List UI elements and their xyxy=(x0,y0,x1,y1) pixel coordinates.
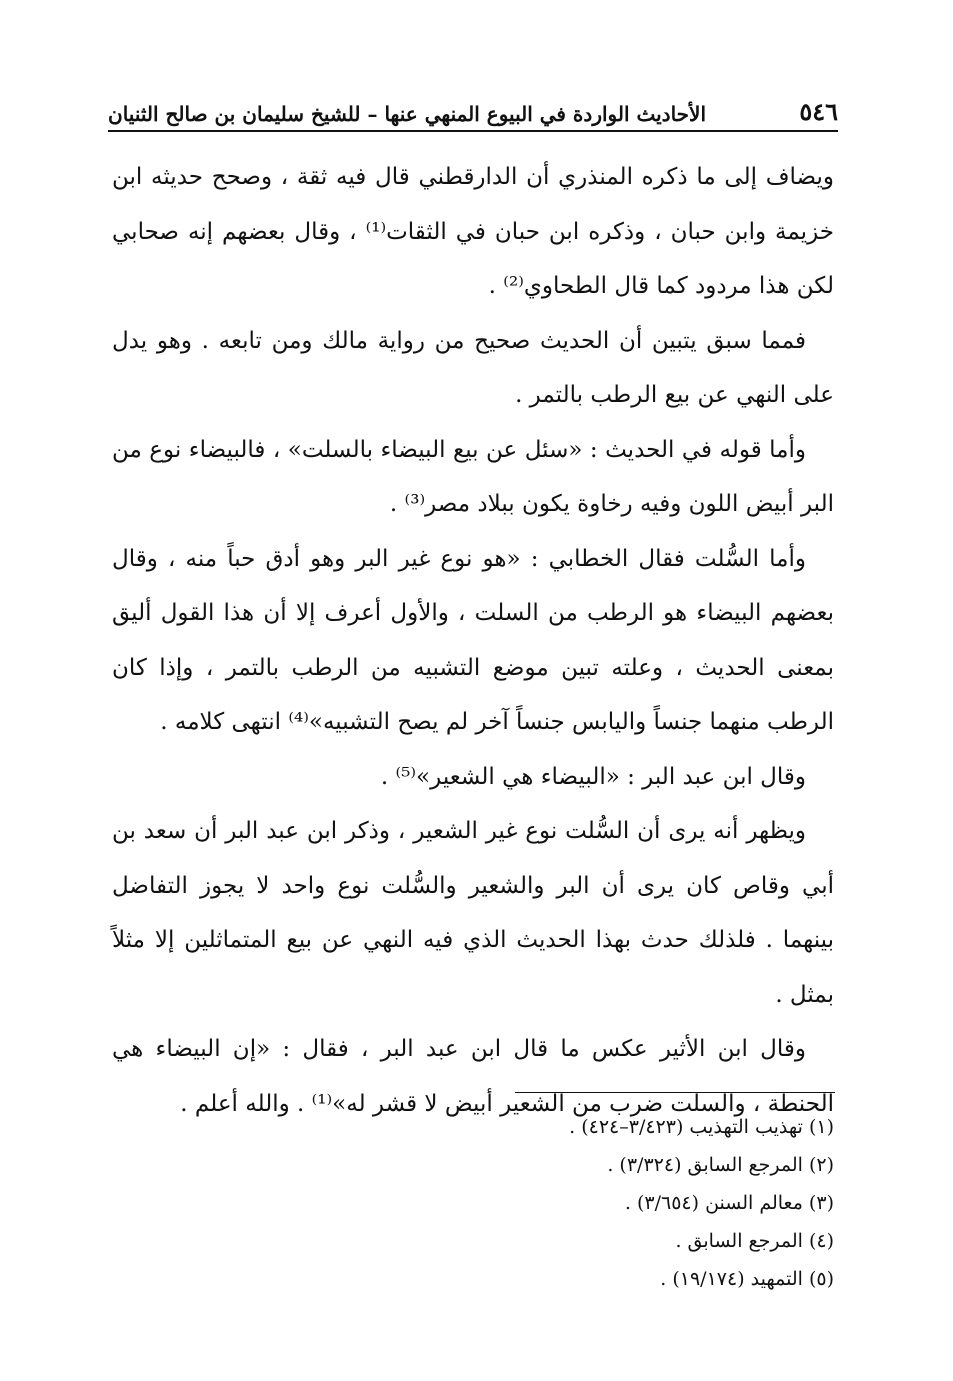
page-number: ٥٤٦ xyxy=(799,97,838,126)
paragraph-3: وأما قوله في الحديث : «سئل عن بيع البيضاء بالسلت» ، فالبيضاء نوع من البر أبيض اللون وفيه رخاوة يكون ببلاد مصر⁽³⁾ . xyxy=(112,436,834,517)
footnote-1: (١) تهذيب التهذيب (٣/٤٢٣–٤٢٤) . xyxy=(569,1116,834,1138)
running-header xyxy=(108,92,838,132)
paragraph-2: فمما سبق يتبين أن الحديث صحيح من رواية مالك ومن تابعه . وهو يدل على النهي عن بيع الرطب بالتمر . xyxy=(112,327,834,408)
paragraph-7: وقال ابن الأثير عكس ما قال ابن عبد البر ، فقال : «إن البيضاء هي الحنطة ، والسلت ضرب من الشعير أبيض لا قشر له»⁽¹⁾ . والله أعلم . xyxy=(112,1036,834,1117)
footnote-separator xyxy=(515,1092,835,1093)
main-text xyxy=(112,150,834,1131)
paragraph-1: ويضاف إلى ما ذكره المنذري أن الدارقطني قال فيه ثقة ، وصحح حديثه ابن خزيمة وابن حبان ، وذكره ابن حبان في الثقات⁽¹⁾ ، وقال بعضهم إنه صحابي لكن هذا مردود كما قال الطحاوي⁽²⁾ . xyxy=(112,164,834,299)
footnotes xyxy=(300,1108,834,1298)
paragraph-6: ويظهر أنه يرى أن السُّلت نوع غير الشعير ، وذكر ابن عبد البر أن سعد بن أبي وقاص كان يرى أن البر والشعير والسُّلت نوع واحد لا يجوز التفاضل بينهما . فلذلك حدث بهذا الحديث الذي فيه النهي عن بيع المتماثلين إلا مثلاً بمثل . xyxy=(112,818,834,1008)
footnote-2: (٢) المرجع السابق (٣/٣٢٤) . xyxy=(607,1154,834,1176)
footnote-5: (٥) التمهيد (١٩/١٧٤) . xyxy=(660,1268,834,1290)
paragraph-5: وقال ابن عبد البر : «البيضاء هي الشعير»⁽⁵⁾ . xyxy=(380,763,806,790)
footnote-3: (٣) معالم السنن (٣/٦٥٤) . xyxy=(624,1192,834,1214)
running-title: الأحاديث الواردة في البيوع المنهي عنها – للشيخ سليمان بن صالح الثنيان xyxy=(108,102,707,126)
paragraph-4: وأما السُّلت فقال الخطابي : «هو نوع غير البر وهو أدق حباً منه ، وقال بعضهم البيضاء هو الرطب من السلت ، والأول أعرف إلا أن هذا القول أليق بمعنى الحديث ، وعلته تبين موضع التشبيه من الرطب بالتمر ، وإذا كان الرطب منهما جنساً واليابس جنساً آخر لم يصح التشبيه»⁽⁴⁾ انتهى كلامه . xyxy=(112,545,834,735)
footnote-4: (٤) المرجع السابق . xyxy=(675,1230,834,1252)
